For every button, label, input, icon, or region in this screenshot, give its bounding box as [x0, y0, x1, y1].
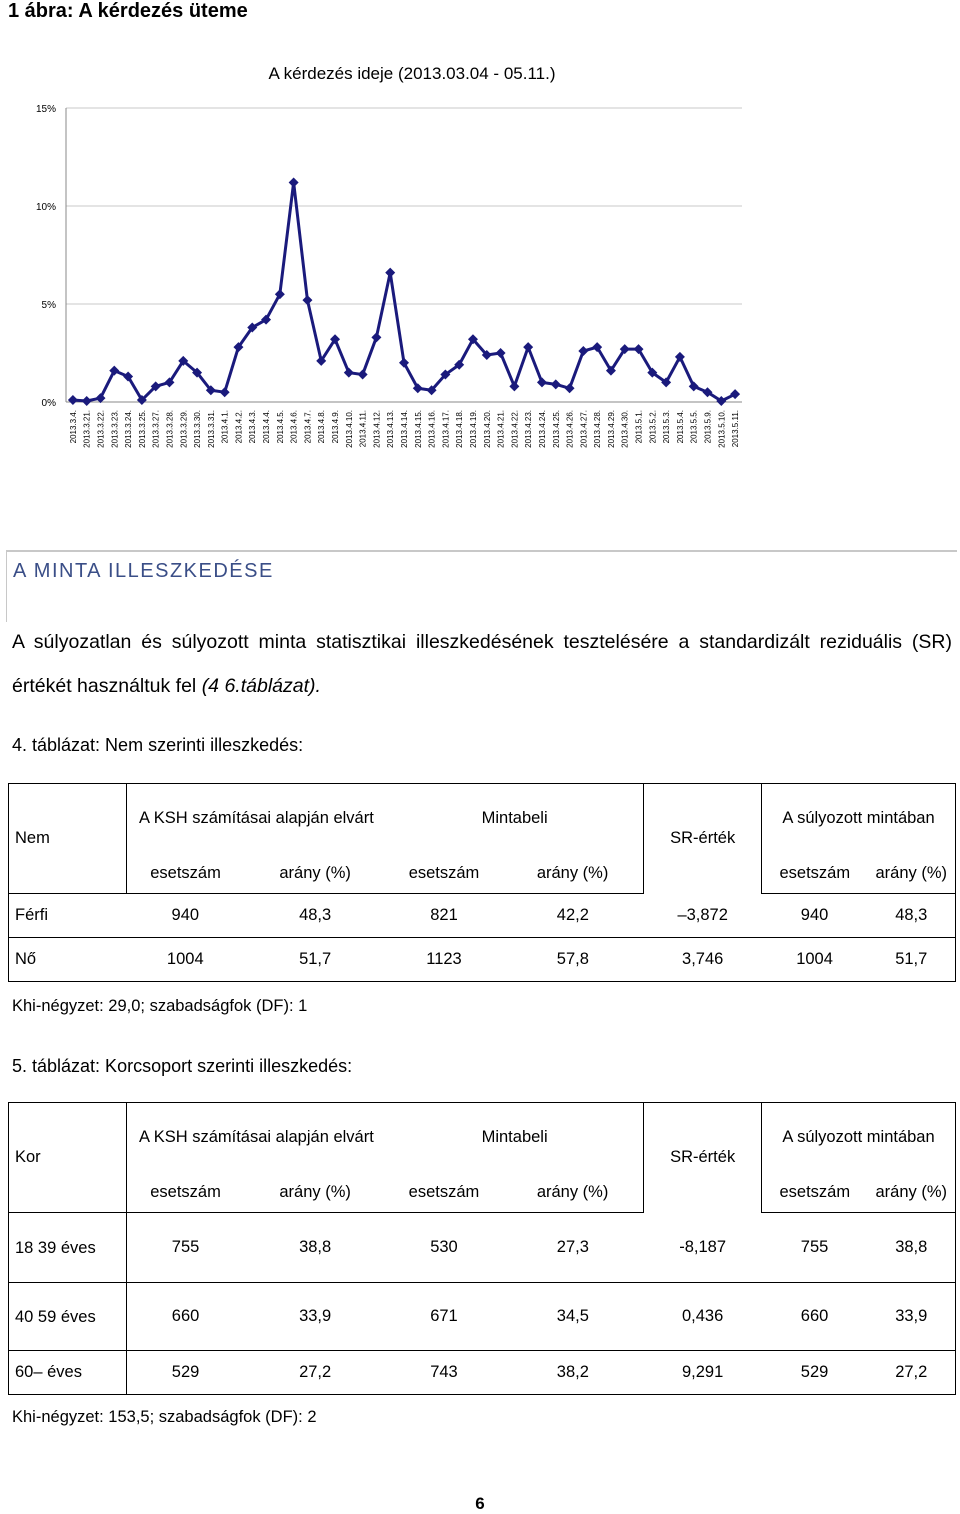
chart-series	[68, 177, 740, 406]
cell: 33,9	[868, 1283, 956, 1351]
x-tick-label: 2013.4.30.	[620, 410, 630, 448]
header-mintabeli: Mintabeli	[386, 1103, 644, 1173]
table4-note: Khi-négyzet: 29,0; szabadságfok (DF): 1	[12, 997, 308, 1015]
y-axis-ticks	[36, 104, 56, 409]
sub-esetszam: esetszám	[762, 854, 868, 894]
y-tick-label: 10%	[35, 202, 56, 213]
cell: 755	[126, 1213, 244, 1283]
header-sr: SR-érték	[644, 1103, 762, 1213]
cell: 48,3	[868, 894, 956, 938]
x-tick-label: 2013.3.30.	[193, 410, 203, 448]
table5-caption: 5. táblázat: Korcsoport szerinti illeszkedés:	[12, 1056, 353, 1076]
row-label: 40 59 éves	[9, 1283, 127, 1351]
data-point-marker	[220, 387, 230, 397]
table-row	[9, 1351, 956, 1395]
x-tick-label: 2013.4.25.	[551, 410, 561, 448]
data-point-marker	[509, 381, 519, 391]
x-tick-label: 2013.4.4.	[262, 410, 272, 444]
x-tick-label: 2013.3.25.	[137, 410, 147, 448]
cell: 3,746	[644, 938, 762, 982]
data-point-marker	[371, 332, 381, 342]
sub-arany: arány (%)	[868, 854, 956, 894]
x-tick-label: 2013.4.18.	[455, 410, 465, 448]
data-point-marker	[578, 346, 588, 356]
x-tick-label: 2013.4.27.	[579, 410, 589, 448]
sub-arany: arány (%)	[868, 1173, 956, 1213]
header-sulyozott: A súlyozott mintában	[762, 784, 956, 854]
series-line	[73, 182, 735, 401]
table-row	[9, 1213, 956, 1283]
cell: 755	[762, 1213, 868, 1283]
x-tick-label: 2013.4.8.	[317, 410, 327, 444]
cell: 38,8	[244, 1213, 386, 1283]
x-tick-label: 2013.4.10.	[344, 410, 354, 448]
y-tick-label: 5%	[41, 300, 56, 311]
x-tick-label: 2013.3.29.	[179, 410, 189, 448]
x-tick-label: 2013.5.1.	[634, 410, 644, 444]
x-tick-label: 2013.5.10.	[717, 410, 727, 448]
header-mintabeli: Mintabeli	[386, 784, 644, 854]
row-label: 60– éves	[9, 1351, 127, 1395]
cell: 1004	[126, 938, 244, 982]
cell: –3,872	[644, 894, 762, 938]
cell: 940	[126, 894, 244, 938]
x-tick-label: 2013.4.12.	[372, 410, 382, 448]
x-tick-label: 2013.3.22.	[96, 410, 106, 448]
x-tick-label: 2013.4.6.	[289, 410, 299, 444]
x-tick-label: 2013.4.15.	[413, 410, 423, 448]
x-tick-label: 2013.4.2.	[234, 410, 244, 444]
x-tick-label: 2013.4.1.	[220, 410, 230, 444]
x-tick-label: 2013.4.9.	[331, 410, 341, 444]
header-kor: Kor	[9, 1103, 127, 1213]
x-tick-label: 2013.4.17.	[441, 410, 451, 448]
cell: 660	[126, 1283, 244, 1351]
data-point-marker	[289, 177, 299, 187]
cell: 27,2	[868, 1351, 956, 1395]
paragraph-table-reference: (4 6.táblázat).	[201, 675, 321, 697]
section-title: A MINTA ILLESZKEDÉSE	[13, 560, 274, 582]
x-tick-label: 2013.5.5.	[689, 410, 699, 444]
cell: 671	[386, 1283, 502, 1351]
data-point-marker	[109, 366, 119, 376]
data-point-marker	[537, 377, 547, 387]
header-ksh: A KSH számításai alapján elvárt	[126, 1103, 386, 1173]
x-tick-label: 2013.4.19.	[468, 410, 478, 448]
x-tick-label: 2013.4.7.	[303, 410, 313, 444]
x-tick-label: 2013.3.4.	[68, 410, 78, 444]
table-row	[9, 938, 956, 982]
data-point-marker	[551, 379, 561, 389]
sub-esetszam: esetszám	[386, 854, 502, 894]
x-tick-label: 2013.3.28.	[165, 410, 175, 448]
row-label: Férfi	[9, 894, 127, 938]
x-tick-label: 2013.3.31.	[206, 410, 216, 448]
cell: -8,187	[644, 1213, 762, 1283]
cell: 1004	[762, 938, 868, 982]
cell: 51,7	[868, 938, 956, 982]
table4-caption: 4. táblázat: Nem szerinti illeszkedés:	[12, 735, 304, 755]
cell: 530	[386, 1213, 502, 1283]
paragraph-text: A súlyozatlan és súlyozott minta statisztikai illeszkedésének tesztelésére a standardizált reziduális (SR) értékét használtuk fel	[12, 631, 952, 697]
cell: 51,7	[244, 938, 386, 982]
sub-esetszam: esetszám	[126, 1173, 244, 1213]
data-point-marker	[496, 348, 506, 358]
x-tick-label: 2013.4.3.	[248, 410, 258, 444]
header-nem: Nem	[9, 784, 127, 894]
x-tick-label: 2013.5.3.	[662, 410, 672, 444]
y-tick-label: 15%	[35, 104, 56, 115]
data-point-marker	[565, 383, 575, 393]
data-point-marker	[358, 370, 368, 380]
cell: 1123	[386, 938, 502, 982]
x-tick-label: 2013.3.27.	[151, 410, 161, 448]
x-tick-label: 2013.5.11.	[731, 410, 741, 448]
sub-arany: arány (%)	[244, 854, 386, 894]
table5-age	[8, 1102, 956, 1395]
data-point-marker	[68, 395, 78, 405]
section-paragraph	[12, 620, 952, 708]
cell: 660	[762, 1283, 868, 1351]
sub-arany: arány (%)	[244, 1173, 386, 1213]
cell: 48,3	[244, 894, 386, 938]
x-tick-label: 2013.4.5.	[275, 410, 285, 444]
cell: 27,2	[244, 1351, 386, 1395]
x-tick-label: 2013.4.16.	[427, 410, 437, 448]
header-sr: SR-érték	[644, 784, 762, 894]
cell: 34,5	[502, 1283, 644, 1351]
x-tick-label: 2013.4.28.	[593, 410, 603, 448]
data-point-marker	[689, 381, 699, 391]
data-point-marker	[385, 268, 395, 278]
data-point-marker	[344, 368, 354, 378]
row-label: 18 39 éves	[9, 1213, 127, 1283]
x-tick-label: 2013.4.20.	[482, 410, 492, 448]
x-tick-label: 2013.4.23.	[524, 410, 534, 448]
x-tick-label: 2013.4.29.	[606, 410, 616, 448]
x-tick-label: 2013.4.24.	[537, 410, 547, 448]
cell: 38,2	[502, 1351, 644, 1395]
cell: 529	[126, 1351, 244, 1395]
cell: 33,9	[244, 1283, 386, 1351]
table-row	[9, 1283, 956, 1351]
cell: 821	[386, 894, 502, 938]
cell: 27,3	[502, 1213, 644, 1283]
x-tick-label: 2013.4.21.	[496, 409, 506, 448]
cell: 940	[762, 894, 868, 938]
data-point-marker	[730, 389, 740, 399]
cell: 57,8	[502, 938, 644, 982]
x-tick-label: 2013.4.22.	[510, 410, 520, 448]
x-tick-label: 2013.5.9.	[703, 410, 713, 444]
x-tick-label: 2013.5.4.	[675, 410, 685, 444]
x-tick-label: 2013.3.24.	[124, 410, 134, 448]
cell: 38,8	[868, 1213, 956, 1283]
table-row	[9, 894, 956, 938]
line-chart	[0, 40, 960, 470]
x-tick-label: 2013.4.14.	[400, 410, 409, 448]
sub-arany: arány (%)	[502, 1173, 644, 1213]
cell: 529	[762, 1351, 868, 1395]
x-axis-ticks	[69, 410, 740, 448]
figure-title: 1 ábra: A kérdezés üteme	[8, 0, 248, 22]
cell: 0,436	[644, 1283, 762, 1351]
table5-note: Khi-négyzet: 153,5; szabadságfok (DF): 2	[12, 1408, 317, 1426]
x-tick-label: 2013.4.26.	[565, 410, 575, 448]
sub-esetszam: esetszám	[762, 1173, 868, 1213]
x-tick-label: 2013.3.23.	[110, 410, 120, 448]
x-tick-label: 2013.3.21.	[82, 410, 92, 448]
x-tick-label: 2013.4.11.	[358, 410, 368, 448]
header-sulyozott: A súlyozott mintában	[762, 1103, 956, 1173]
sub-esetszam: esetszám	[126, 854, 244, 894]
data-point-marker	[523, 342, 533, 352]
sub-arany: arány (%)	[502, 854, 644, 894]
cell: 42,2	[502, 894, 644, 938]
sub-esetszam: esetszám	[386, 1173, 502, 1213]
header-ksh: A KSH számításai alapján elvárt	[126, 784, 386, 854]
data-point-marker	[82, 396, 92, 406]
page-number: 6	[475, 1494, 485, 1513]
x-tick-label: 2013.4.13.	[386, 410, 396, 448]
y-tick-label: 0%	[41, 398, 56, 409]
x-tick-label: 2013.5.2.	[648, 410, 658, 444]
table4-gender	[8, 783, 956, 982]
cell: 9,291	[644, 1351, 762, 1395]
cell: 743	[386, 1351, 502, 1395]
section-header	[6, 550, 957, 622]
row-label: Nő	[9, 938, 127, 982]
chart-title: A kérdezés ideje (2013.03.04 - 05.11.)	[268, 64, 556, 83]
